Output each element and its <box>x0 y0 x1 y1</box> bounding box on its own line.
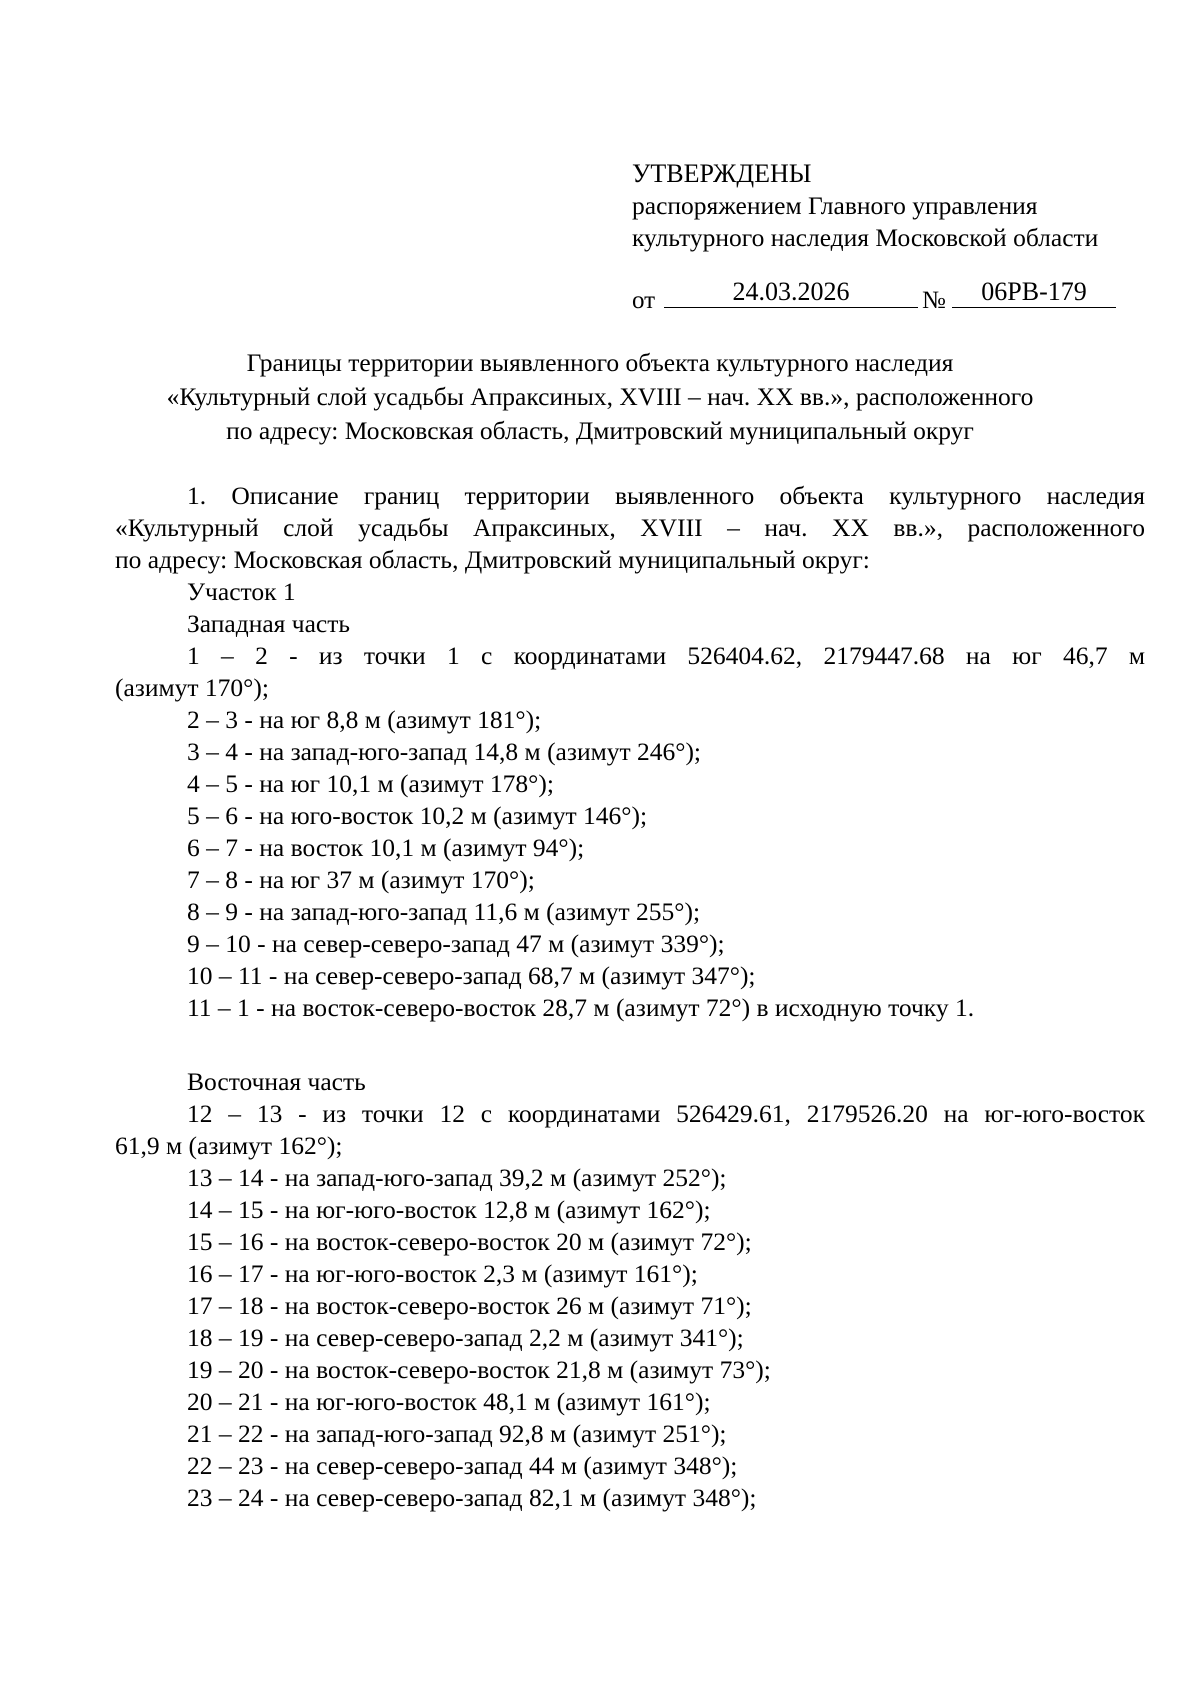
boundary-segment: 6 – 7 - на восток 10,1 м (азимут 94°); <box>187 833 585 862</box>
boundary-segment: 10 – 11 - на север-северо-запад 68,7 м (азимут 347°); <box>187 961 756 990</box>
order-number: 06РВ-179 <box>952 277 1116 308</box>
boundary-segment-continued: 61,9 м (азимут 162°); <box>115 1131 343 1160</box>
document-title <box>0 346 1200 448</box>
boundary-segment: 5 – 6 - на юго-восток 10,2 м (азимут 146°); <box>187 801 648 830</box>
order-number-label: № <box>922 287 946 314</box>
west-part-title: Западная часть <box>187 609 350 638</box>
boundary-segment: 18 – 19 - на север-северо-запад 2,2 м (азимут 341°); <box>187 1323 744 1352</box>
approval-block <box>632 158 1098 254</box>
boundary-segment: 12 – 13 - из точки 12 с координатами 526429.61, 2179526.20 на юг-юго-восток <box>187 1099 1145 1128</box>
east-part-description <box>115 1066 1145 1514</box>
boundary-segment: 17 – 18 - на восток-северо-восток 26 м (азимут 71°); <box>187 1291 752 1320</box>
boundary-segment: 19 – 20 - на восток-северо-восток 21,8 м (азимут 73°); <box>187 1355 771 1384</box>
approval-title: УТВЕРЖДЕНЫ <box>632 159 812 188</box>
boundary-segment: 13 – 14 - на запад-юго-запад 39,2 м (азимут 252°); <box>187 1163 727 1192</box>
boundary-segment: 3 – 4 - на запад-юго-запад 14,8 м (азимут 246°); <box>187 737 702 766</box>
boundary-segment: 14 – 15 - на юг-юго-восток 12,8 м (азимут 162°); <box>187 1195 711 1224</box>
order-date-label: от <box>632 287 656 314</box>
boundary-segment: 11 – 1 - на восток-северо-восток 28,7 м (азимут 72°) в исходную точку 1. <box>187 993 975 1022</box>
boundary-segment: 22 – 23 - на север-северо-запад 44 м (азимут 348°); <box>187 1451 738 1480</box>
title-line: по адресу: Московская область, Дмитровский муниципальный округ <box>226 416 974 445</box>
boundary-segment: 21 – 22 - на запад-юго-запад 92,8 м (азимут 251°); <box>187 1419 727 1448</box>
boundary-segment: 1 – 2 - из точки 1 с координатами 526404.62, 2179447.68 на юг 46,7 м <box>187 641 1145 670</box>
title-line: «Культурный слой усадьбы Апраксиных, XVIII – нач. XX вв.», расположенного <box>166 382 1034 411</box>
approval-line: культурного наследия Московской области <box>632 223 1099 252</box>
boundary-segment: 16 – 17 - на юг-юго-восток 2,3 м (азимут 161°); <box>187 1259 698 1288</box>
intro-line: 1. Описание границ территории выявленного объекта культурного наследия <box>187 481 1145 510</box>
intro-line: «Культурный слой усадьбы Апраксиных, XVIII – нач. XX вв.», расположенного <box>115 513 1145 542</box>
boundary-segment: 2 – 3 - на юг 8,8 м (азимут 181°); <box>187 705 542 734</box>
boundary-segment: 7 – 8 - на юг 37 м (азимут 170°); <box>187 865 535 894</box>
boundary-segment: 23 – 24 - на север-северо-запад 82,1 м (азимут 348°); <box>187 1483 757 1512</box>
boundary-segment: 9 – 10 - на север-северо-запад 47 м (азимут 339°); <box>187 929 725 958</box>
boundary-segment: 8 – 9 - на запад-юго-запад 11,6 м (азимут 255°); <box>187 897 701 926</box>
boundary-description <box>115 480 1145 1024</box>
section-title: Участок 1 <box>187 577 296 606</box>
approval-line: распоряжением Главного управления <box>632 191 1038 220</box>
boundary-segment: 20 – 21 - на юг-юго-восток 48,1 м (азимут 161°); <box>187 1387 711 1416</box>
intro-line: по адресу: Московская область, Дмитровский муниципальный округ: <box>115 545 870 574</box>
east-part-title: Восточная часть <box>187 1067 366 1096</box>
boundary-segment: 15 – 16 - на восток-северо-восток 20 м (азимут 72°); <box>187 1227 752 1256</box>
title-line: Границы территории выявленного объекта культурного наследия <box>246 348 954 377</box>
order-date: 24.03.2026 <box>664 277 918 308</box>
boundary-segment-continued: (азимут 170°); <box>115 673 269 702</box>
boundary-segment: 4 – 5 - на юг 10,1 м (азимут 178°); <box>187 769 554 798</box>
